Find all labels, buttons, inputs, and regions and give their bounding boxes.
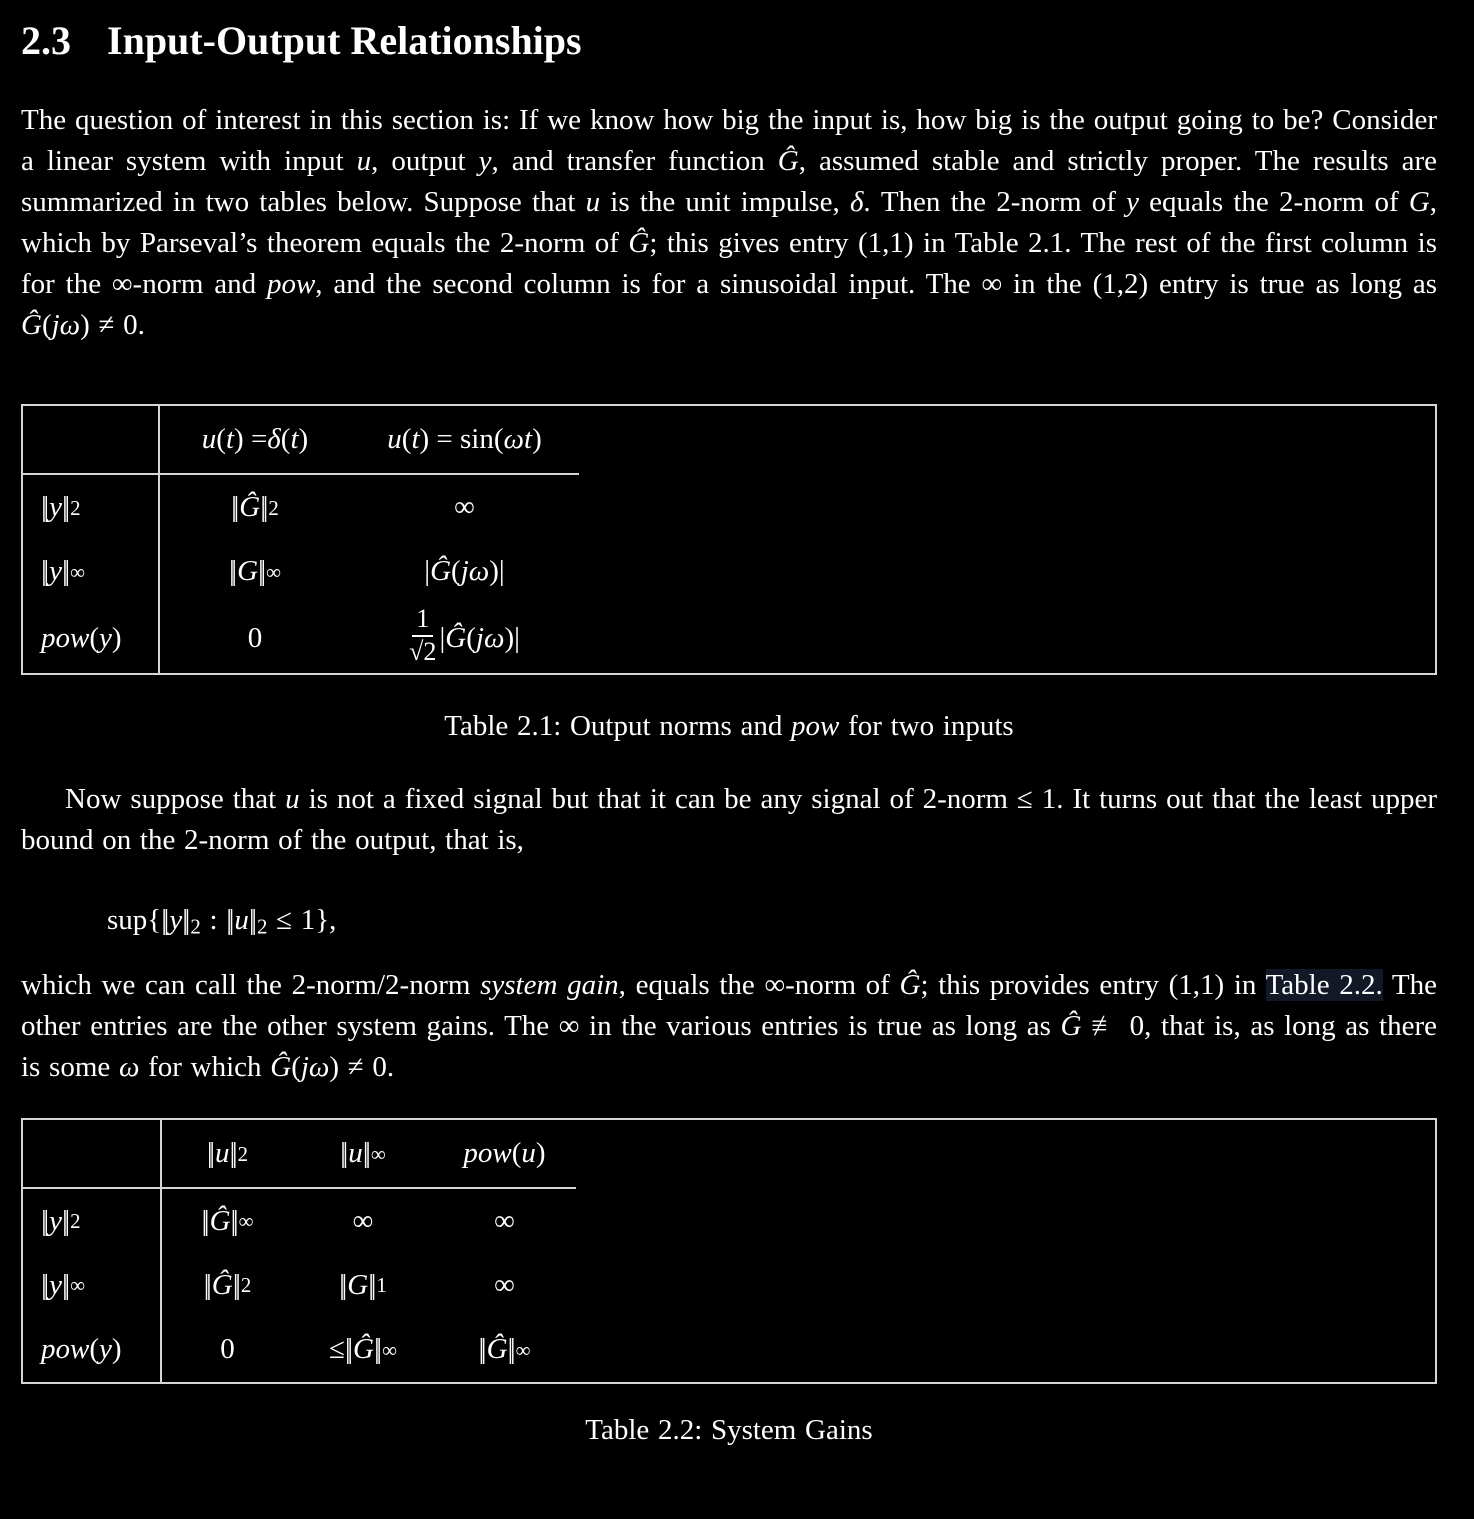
table-2-2-cell: || Ĝ || ∞ xyxy=(162,1189,293,1253)
text-run: || xyxy=(232,1268,238,1301)
text-run: || xyxy=(362,1137,368,1169)
table-2-2-cell: || G || 1 xyxy=(293,1253,433,1317)
table-2-2-row-label: || y || 2 xyxy=(23,1189,162,1253)
text-run: Ĝ xyxy=(211,1268,233,1301)
text-run: ) xyxy=(532,423,542,455)
text-run: Ĝ xyxy=(353,1333,374,1365)
text-run: jω xyxy=(51,309,81,341)
text-run: ) ≠ 0. xyxy=(80,309,145,341)
table-2-1-cell xyxy=(350,540,579,603)
text-run: ) ≠ 0. xyxy=(329,1051,395,1083)
text-run: u xyxy=(521,1137,536,1169)
text-run: 2 xyxy=(257,914,268,939)
table-2-2-header-uinf: || u || ∞ xyxy=(293,1120,433,1189)
text-run: pow xyxy=(791,710,840,742)
text-run: || xyxy=(62,1268,67,1301)
text-run: || xyxy=(373,1333,379,1365)
table-2-1-cell: || Ĝ || 2 xyxy=(160,475,350,540)
section-title: Input-Output Relationships xyxy=(107,18,582,63)
text-run: || xyxy=(41,1268,46,1301)
text-run: Ĝ xyxy=(430,555,452,587)
text-run: y xyxy=(99,1333,112,1365)
text-run: ( xyxy=(401,423,412,455)
text-run: ≤ xyxy=(328,1333,345,1365)
text-run: || xyxy=(41,491,46,523)
text-run: Now suppose that xyxy=(65,783,286,815)
text-run: || xyxy=(248,904,254,936)
table-2-1-cell xyxy=(160,603,350,673)
text-run: Ĝ xyxy=(486,1333,508,1365)
text-run: ( xyxy=(466,621,476,654)
text-run: u xyxy=(387,423,402,455)
text-run: || xyxy=(340,1137,345,1169)
table-2-2-cell: || Ĝ || 2 xyxy=(162,1253,293,1317)
text-run: 0 xyxy=(220,1333,235,1365)
table-2-2-cell xyxy=(293,1189,433,1253)
text-run: The other entries are the other system gains. The ∞ in the various entries is true as long as xyxy=(21,969,1437,1042)
text-run: is not a fixed signal but that it can be any signal of 2-norm ≤ 1. It turns out that the least upper bound on the 2-norm of the output, that is, xyxy=(21,783,1437,856)
text-run: , assumed stable and strictly proper. The results are summarized in two tables below. Suppose that xyxy=(21,145,1438,218)
text-run: || xyxy=(62,555,67,587)
text-run: 2 xyxy=(190,914,201,939)
text-run: Ĝ xyxy=(239,491,261,523)
text-run: equals the 2-norm of xyxy=(1138,186,1409,218)
body-paragraph xyxy=(21,779,1437,861)
table-2-1-cell: || G || ∞ xyxy=(160,540,350,603)
text-run: u xyxy=(348,1137,363,1169)
text-run: t xyxy=(290,423,299,455)
text-run: || xyxy=(41,555,46,587)
text-run: ∞ xyxy=(494,1204,515,1237)
text-run: is the unit impulse, xyxy=(600,186,850,218)
table-2-1-header-impulse xyxy=(160,406,350,475)
text-run: : xyxy=(200,904,227,936)
text-run: || xyxy=(339,1268,344,1301)
fraction xyxy=(409,605,436,666)
text-run: ω xyxy=(118,1051,140,1083)
text-run: Table 2.1: Output norms and xyxy=(444,710,792,742)
text-run: jω xyxy=(460,555,490,587)
text-run: pow xyxy=(463,1137,512,1169)
text-run: . Then the 2-norm of xyxy=(863,186,1127,218)
text-run: ( xyxy=(451,555,461,587)
text-run: || xyxy=(507,1333,513,1365)
text-run: δ xyxy=(849,186,864,218)
text-run: system gain xyxy=(480,969,619,1001)
table-2-2-cell: ≤ || Ĝ || ∞ xyxy=(293,1317,433,1382)
text-run: jω xyxy=(300,1051,330,1083)
text-run: || xyxy=(228,555,234,587)
text-run: Ĝ xyxy=(270,1051,292,1083)
table-2-1-row-label: || y || 2 xyxy=(23,475,160,540)
text-run: || xyxy=(258,555,263,587)
table-2-2-header-powu xyxy=(433,1120,576,1189)
table-2-2 xyxy=(21,1118,1437,1384)
text-run: || xyxy=(344,1333,350,1365)
text-run: || xyxy=(62,491,67,523)
text-run: u xyxy=(585,186,601,218)
text-run: Table 2.2: System Gains xyxy=(585,1414,873,1446)
table-2-2-cell xyxy=(433,1189,576,1253)
text-run: u xyxy=(215,1137,230,1169)
text-run: || xyxy=(206,1137,212,1169)
text-run: , equals the ∞-norm of xyxy=(618,969,900,1001)
text-run: y xyxy=(49,555,62,587)
table-2-1-cell xyxy=(350,475,579,540)
text-run: ( xyxy=(511,1137,522,1169)
text-run: | xyxy=(424,555,431,587)
text-run: u xyxy=(356,145,372,177)
text-run: y xyxy=(49,1204,62,1237)
text-run: || xyxy=(368,1268,373,1301)
table-2-2-row-label xyxy=(23,1317,162,1382)
text-run: ∞ xyxy=(454,491,475,523)
text-run: || xyxy=(182,904,187,936)
text-run: || xyxy=(203,1268,209,1301)
table-2-1-row-label: || y || ∞ xyxy=(23,540,160,603)
text-run: u xyxy=(234,904,249,936)
text-run: Ĝ xyxy=(445,621,467,654)
text-run: ) xyxy=(535,1137,546,1169)
text-run: || xyxy=(201,1204,207,1237)
display-equation xyxy=(21,900,1437,941)
text-run: , which by Parseval’s theorem equals the 2-norm of xyxy=(21,186,1438,259)
text-run: Ĝ xyxy=(209,1204,231,1237)
table-2-1 xyxy=(21,404,1437,675)
text-run: δ xyxy=(267,423,281,455)
text-run: which we can call the 2-norm/2-norm xyxy=(21,969,481,1001)
text-run: ωt xyxy=(503,423,533,455)
text-run: || xyxy=(260,491,265,523)
text-run: sup{ xyxy=(107,904,162,936)
text-run: ) = xyxy=(234,423,268,455)
text-run: G xyxy=(347,1268,369,1301)
text-run: ( xyxy=(216,423,226,455)
table-2-2-cell xyxy=(162,1317,293,1382)
text-run: y xyxy=(49,1268,62,1301)
text-run: | xyxy=(439,621,446,654)
table-2-1-caption xyxy=(21,706,1437,747)
text-run: ∞ xyxy=(352,1204,374,1237)
text-run: || xyxy=(230,1204,236,1237)
text-run: Ĝ xyxy=(899,969,921,1001)
text-run: Ĝ xyxy=(1060,1010,1082,1042)
text-run: ( xyxy=(41,309,52,341)
table-2-1-cell xyxy=(350,603,579,673)
text-run: )| xyxy=(504,621,520,654)
body-paragraph xyxy=(21,965,1437,1088)
text-run: || xyxy=(41,1204,46,1237)
text-run: G xyxy=(237,555,259,587)
text-run: ∞ xyxy=(494,1268,515,1301)
text-run: ≢ 0, that is, as long as there is some xyxy=(21,1010,1437,1083)
text-run: ( xyxy=(291,1051,301,1083)
text-run: ) xyxy=(111,1333,122,1365)
table-2-2-header-empty xyxy=(23,1120,162,1189)
table-2-2-header-u2: || u || 2 xyxy=(162,1120,293,1189)
text-run: t xyxy=(225,423,235,455)
text-run: jω xyxy=(475,621,505,654)
text-run: ; this provides entry (1,1) in xyxy=(920,969,1266,1001)
text-run: ≤ 1}, xyxy=(267,904,337,936)
text-run: y xyxy=(478,145,492,177)
text-run: u xyxy=(201,423,217,455)
table-2-1-header-empty xyxy=(23,406,160,475)
text-run: u xyxy=(285,783,300,815)
table-2-2-row-label: || y || ∞ xyxy=(23,1253,162,1317)
text-run: pow xyxy=(266,268,316,300)
text-run: Ĝ xyxy=(21,309,42,341)
text-run: Ĝ xyxy=(777,145,799,177)
text-run: y xyxy=(1126,186,1139,218)
text-run: )| xyxy=(489,555,505,587)
section-number: 2.3 xyxy=(21,18,71,63)
table-2-1-row-label xyxy=(23,603,160,673)
text-run: ( xyxy=(89,621,100,654)
text-run: y xyxy=(169,904,183,936)
section-heading xyxy=(21,18,1437,64)
text-run: || xyxy=(231,491,236,523)
text-run: ; this gives entry (1,1) in Table 2.1. The rest of the first column is for the ∞-norm and xyxy=(21,227,1437,300)
text-run: , output xyxy=(371,145,479,177)
text-run: Ĝ xyxy=(628,227,650,259)
text-run: || xyxy=(226,904,231,936)
table-2-1-header-sinusoid xyxy=(350,406,579,475)
text-run: G xyxy=(1408,186,1430,218)
text-run: ( xyxy=(89,1333,100,1365)
fraction-denominator: √2 xyxy=(409,637,437,666)
text-run: , and the second column is for a sinusoidal input. The ∞ in the (1,2) entry is true as long as xyxy=(315,268,1437,300)
fraction-numerator: 1 xyxy=(412,605,433,637)
text-run: ) = sin( xyxy=(419,423,504,455)
text-run: || xyxy=(161,904,166,936)
text-run: for two inputs xyxy=(839,710,1014,742)
table-2-2-cell xyxy=(433,1253,576,1317)
table-2-2-caption xyxy=(21,1410,1437,1451)
text-run: for which xyxy=(139,1051,271,1083)
text-run: 0 xyxy=(247,621,263,654)
text-run: || xyxy=(62,1204,67,1237)
text-run: pow xyxy=(41,1333,90,1365)
text-run: ( xyxy=(280,423,291,455)
text-run: || xyxy=(229,1137,235,1169)
text-run: y xyxy=(49,491,62,523)
text-run: || xyxy=(478,1333,484,1365)
text-run: y xyxy=(99,621,112,654)
text-run: The question of interest in this section is: If we know how big the input is, how big is the output going to be? Consider a linear system with input xyxy=(21,104,1437,177)
text-run: t xyxy=(411,423,420,455)
table-2-2-link[interactable]: Table 2.2. xyxy=(1265,969,1383,1001)
text-run: pow xyxy=(41,621,90,654)
text-run: ) xyxy=(298,423,309,455)
text-run: , and transfer function xyxy=(491,145,778,177)
intro-paragraph xyxy=(21,100,1437,346)
table-2-2-cell: || Ĝ || ∞ xyxy=(433,1317,576,1382)
text-run: ) xyxy=(111,621,122,654)
